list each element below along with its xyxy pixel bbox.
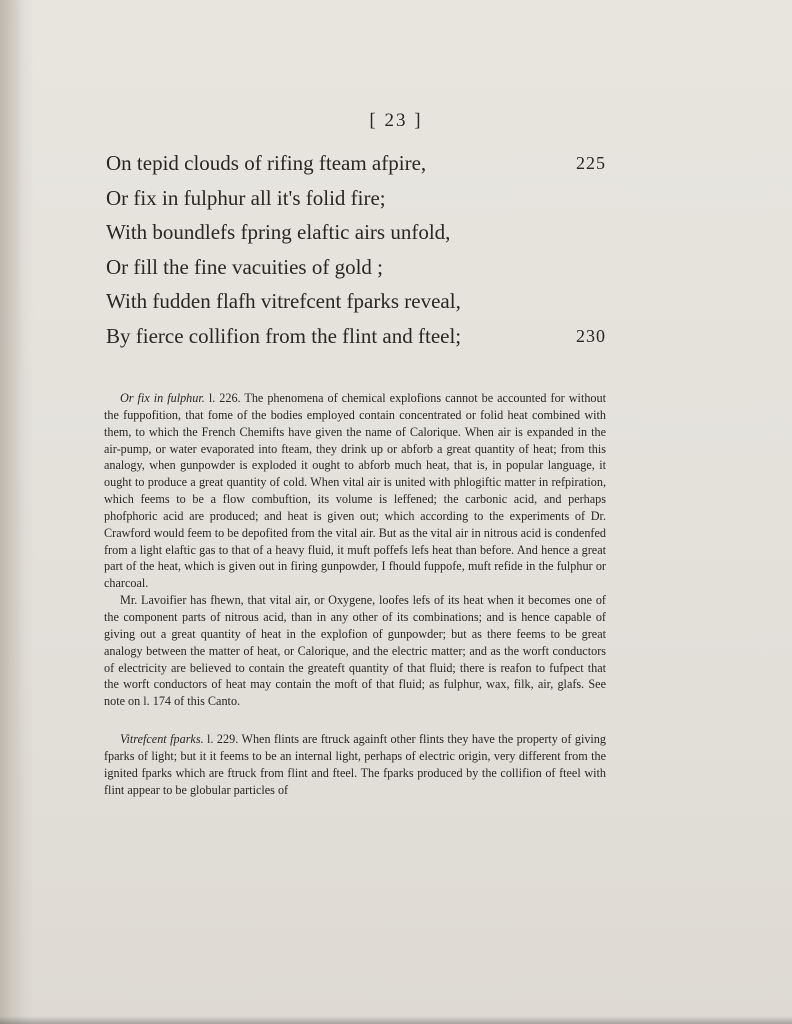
verse-text: On tepid clouds of rifing fteam afpire,	[106, 151, 427, 175]
verse-line	[106, 146, 606, 181]
page-bottom-edge	[0, 1016, 792, 1024]
note-text: l. 226. The phenomena of chemical explofions cannot be accounted for without the fuppofition, that fome of the bodies employed contain concentrated or folid heat combined with them, to which the French Chemifts have given the name of Calorique. When air is expanded in the air-pump, or water evaporated into fteam, they drink up or abforb a great quantity of heat; from this analogy, when gunpowder is exploded it ought to abforb much heat, that is, in popular language, it ought to produce a great quantity of cold. When vital air is united with phlogiftic matter in refpiration, which feems to be a flow combuftion, its volume is leffened; the carbonic acid, and perhaps phofphoric acid are produced; and heat is given out; which according to the experiments of Dr. Crawford would feem to be depofited from the vital air. But as the vital air in nitrous acid is condenfed from a light elaftic gas to that of a heavy fluid, it muft poffefs lefs heat than before. And hence a great part of the heat, which is given out in firing gunpowder, I fhould fuppofe, muft refide in the fulphur or charcoal.	[104, 391, 606, 591]
footnotes	[104, 390, 606, 798]
note-text: Mr. Lavoifier has fhewn, that vital air, or Oxygene, loofes lefs of its heat when it becomes one of the component parts of nitrous acid, than in any other of its combinations; and is hence capable of giving out a great quantity of heat in the explofion of gunpowder; but as there feems to be great analogy between the matter of heat, or Calorique, and the electric matter; and as the worft conductors of electricity are believed to contain the greateft quantity of that fluid; there is reafon to fufpect that the worft conductors of heat may contain the moft of that fluid; as fulphur, wax, filk, air, glafs. See note on l. 174 of this Canto.	[104, 593, 606, 709]
page-gutter-shadow	[0, 0, 22, 1024]
verse-line	[106, 250, 606, 285]
verse-text: With boundlefs fpring elaftic airs unfold,	[106, 220, 451, 245]
note-paragraph	[104, 731, 606, 798]
verse-line	[106, 284, 606, 319]
page-number: [ 23 ]	[369, 110, 423, 131]
note-paragraph	[104, 390, 606, 592]
verse-text: By fierce collifion from the flint and fteel;	[106, 323, 462, 348]
verse-line	[106, 181, 606, 216]
note-spacer	[104, 710, 606, 731]
verse-block	[106, 146, 606, 354]
verse-line	[106, 319, 606, 354]
verse-line	[106, 215, 606, 250]
verse-text: Or fix in fulphur all it's folid fire;	[106, 185, 386, 210]
note-lemma: Or fix in fulphur.	[120, 391, 205, 405]
note-lemma: Vitrefcent fparks.	[120, 732, 204, 747]
verse-text: With fudden flafh vitrefcent fparks reveal,	[106, 289, 461, 314]
line-number: 225	[576, 153, 606, 173]
line-number: 230	[576, 325, 606, 346]
verse-text: Or fill the fine vacuities of gold ;	[106, 254, 384, 279]
note-text: l. 229. When flints are ftruck againft other flints they have the property of giving fparks of light; but it it feems to be an internal light, perhaps of electric origin, very different from the ignited fparks which are ftruck from flint and fteel. The fparks produced by the collifion of fteel with flint appear to be globular particles of	[104, 732, 606, 797]
note-paragraph	[104, 592, 606, 710]
